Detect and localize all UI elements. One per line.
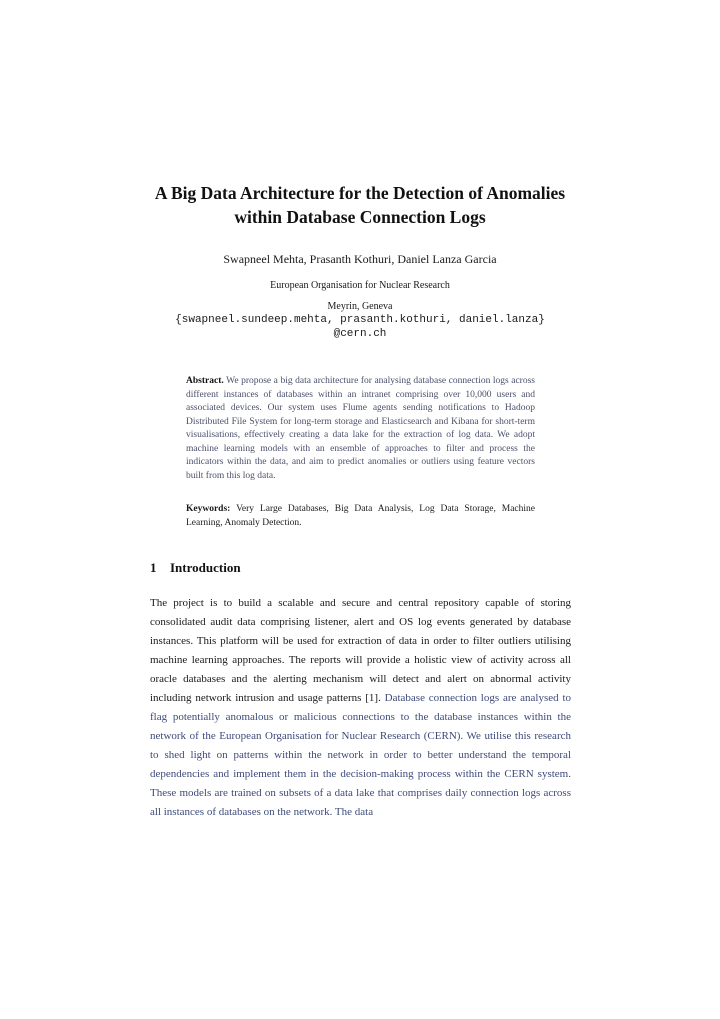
keywords-label: Keywords:	[186, 504, 231, 514]
introduction-body	[150, 594, 571, 822]
introduction-paragraph-1: The project is to build a scalable and secure and central repository capable of storing consolidated audit data comprising listener, alert and OS log events generated by database instances. This platform will be used for extraction of data in order to filter outliers utilising machine learning approaches. The reports will provide a holistic view of activity across all oracle databases and the alerting mechanism will detect and alert on abnormal activity including network intrusion and usage patterns [1].	[150, 597, 571, 704]
email-domain: @cern.ch	[333, 328, 387, 340]
paper-title	[100, 181, 620, 229]
section-number: 1	[150, 560, 157, 575]
author-list: Swapneel Mehta, Prasanth Kothuri, Daniel Lanza Garcia	[223, 252, 497, 266]
affiliation: European Organisation for Nuclear Research	[270, 280, 450, 291]
abstract-label: Abstract.	[186, 376, 224, 386]
section-title: Introduction	[170, 560, 241, 575]
introduction-paragraph-2: Database connection logs are analysed to flag potentially anomalous or malicious connections to the database instances within the network of the European Organisation for Nuclear Research (CERN). We utilise this research to shed light on patterns within the network in order to better understand the temporal dependencies and implement them in the decision-making process within the CERN system. These models are trained on subsets of a data lake that comprises daily connection logs across all instances of databases on the network. The data	[150, 692, 572, 818]
paper-title-line-2: within Database Connection Logs	[234, 207, 486, 227]
abstract	[186, 375, 535, 483]
section-heading	[150, 560, 241, 576]
keywords	[186, 502, 535, 530]
location: Meyrin, Geneva	[327, 301, 393, 312]
paper-title-line-1: A Big Data Architecture for the Detection of Anomalies	[154, 183, 566, 203]
author-emails: {swapneel.sundeep.mehta, prasanth.kothuri, daniel.lanza}	[175, 314, 545, 326]
abstract-text: We propose a big data architecture for analysing database connection logs across different instances of databases within an intranet comprising over 10,000 users and associated devices. Our system uses Flume agents sending notifications to Hadoop Distributed File System for long-term storage and Elasticsearch and Kibana for short-term visualisations, effectively creating a data lake for the extraction of log data. We adopt machine learning models with an ensemble of approaches to filter and process the indicators within the data, and aim to predict anomalies or outliers using feature vectors built from this log data.	[186, 376, 535, 481]
keywords-text: Very Large Databases, Big Data Analysis, Log Data Storage, Machine Learning, Anomaly Detection.	[186, 504, 535, 528]
